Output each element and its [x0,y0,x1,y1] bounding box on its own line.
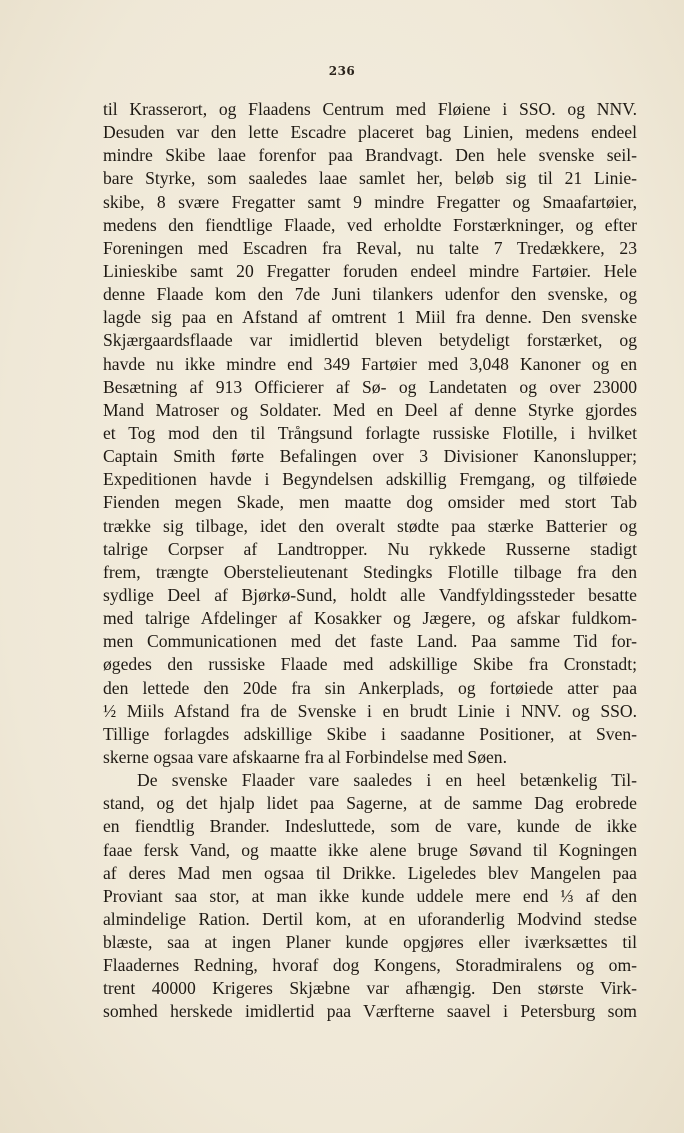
text-line: skibe, 8 svære Fregatter samt 9 mindre Fregatter og Smaafartøier, [103,191,637,212]
text-line: lagde sig paa en Afstand af omtrent 1 Miil fra denne. Den svenske [103,307,637,328]
text-line: Tillige forlagdes adskillige Skibe i saadanne Positioner, at Sven- [103,723,637,744]
text-line: somhed herskede imidlertid paa Værfterne saavel i Petersburg som [103,1001,637,1022]
text-line: Besætning af 913 Officierer af Sø- og Landetaten og over 23000 [103,376,637,397]
text-line: Foreningen med Escadren fra Reval, nu talte 7 Tredækkere, 23 [103,237,637,258]
text-line: sydlige Deel af Bjørkø-Sund, holdt alle Vandfyldingssteder besatte [103,584,637,605]
text-line: Expeditionen havde i Begyndelsen adskillig Fremgang, og tilføiede [103,469,637,490]
text-line: den lettede den 20de fra sin Ankerplads, og fortøiede atter paa [103,677,637,698]
text-line: Proviant saa stor, at man ikke kunde uddele mere end ⅓ af den [103,885,637,906]
text-line: af deres Mad men ogsaa til Drikke. Ligeledes blev Mangelen paa [103,862,637,883]
text-line: øgedes den russiske Flaade med adskillige Skibe fra Cronstadt; [103,654,637,675]
text-line: men Communicationen med det faste Land. Paa samme Tid for- [103,631,637,652]
text-line: med talrige Afdelinger af Kosakker og Jægere, og afskar fuldkom- [103,608,637,629]
text-line: Fienden megen Skade, men maatte dog omsider med stort Tab [103,492,637,513]
text-line: trække sig tilbage, idet den overalt stødte paa stærke Batterier og [103,515,637,536]
text-line: et Tog mod den til Trångsund forlagte russiske Flotille, i hvilket [103,422,637,443]
text-line: trent 40000 Krigeres Skjæbne var afhængig. Den største Virk- [103,978,637,999]
text-line: medens den fiendtlige Flaade, ved erholdte Forstærkninger, og efter [103,214,637,235]
text-line: mindre Skibe laae forenfor paa Brandvagt. Den hele svenske seil- [103,145,637,166]
text-line: havde nu ikke mindre end 349 Fartøier med 3,048 Kanoner og en [103,353,637,374]
text-line: ½ Miils Afstand fra de Svenske i en brudt Linie i NNV. og SSO. [103,700,637,721]
text-line: en fiendtlig Brander. Indesluttede, som de vare, kunde de ikke [103,816,637,837]
text-line: Skjærgaardsflaade var imidlertid bleven betydeligt forstærket, og [103,330,637,351]
text-line: stand, og det hjalp lidet paa Sagerne, at de samme Dag erobrede [103,793,637,814]
text-line: til Krasserort, og Flaadens Centrum med Fløiene i SSO. og NNV. [103,99,637,119]
text-line: Linieskibe samt 20 Fregatter foruden endeel mindre Fartøier. Hele [103,260,637,281]
text-line: talrige Corpser af Landtropper. Nu rykkede Russerne stadigt [103,538,637,559]
text-line: bare Styrke, som saaledes laae samlet her, beløb sig til 21 Linie- [103,168,637,189]
text-line: Desuden var den lette Escadre placeret bag Linien, medens endeel [103,122,637,143]
body-text [103,98,637,1024]
text-line: faae fersk Vand, og maatte ikke alene bruge Søvand til Kogningen [103,839,637,860]
page-number: 236 [328,64,356,78]
text-line: Mand Matroser og Soldater. Med en Deel af denne Styrke gjordes [103,399,637,420]
text-line: blæste, saa at ingen Planer kunde opgjøres eller iværksættes til [103,932,637,953]
text-line: De svenske Flaader vare saaledes i en heel betænkelig Til- [137,770,637,791]
text-line: frem, trængte Oberstelieutenant Stedingks Flotille tilbage fra den [103,561,637,582]
text-line: Flaadernes Redning, hvoraf dog Kongens, Storadmiralens og om- [103,955,637,976]
text-line: denne Flaade kom den 7de Juni tilankers udenfor den svenske, og [103,284,637,305]
text-line: Captain Smith førte Befalingen over 3 Divisioner Kanonslupper; [103,446,637,467]
text-line: skerne ogsaa vare afskaarne fra al Forbindelse med Søen. [103,746,508,767]
text-line: almindelige Ration. Dertil kom, at en uforanderlig Modvind stedse [103,908,637,929]
